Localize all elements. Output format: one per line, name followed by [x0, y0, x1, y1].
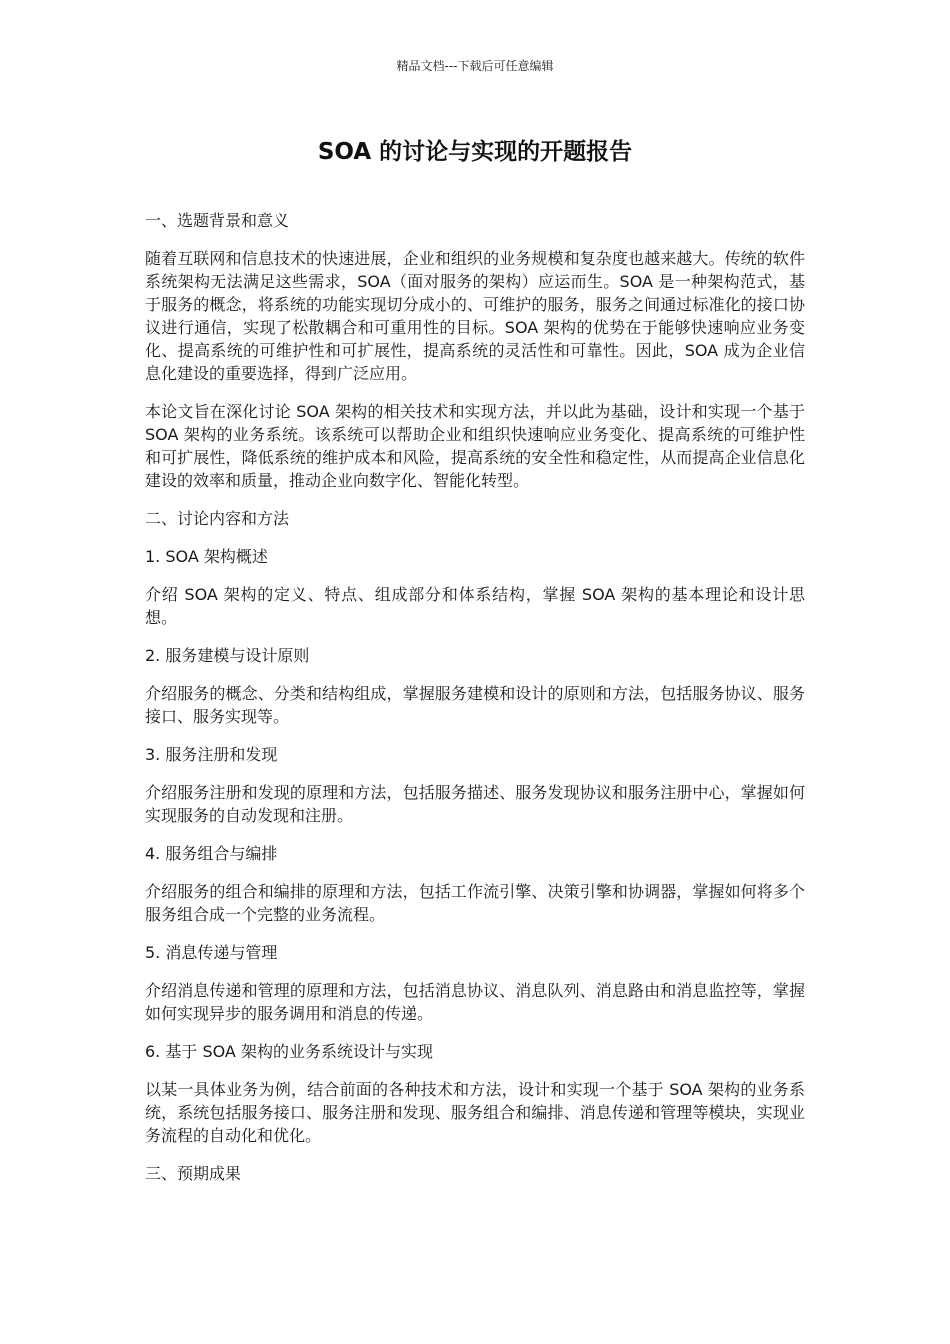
- subheading-service-modeling: 2. 服务建模与设计原则: [145, 646, 310, 665]
- paragraph-service-modeling: 介绍服务的概念、分类和结构组成，掌握服务建模和设计的原则和方法，包括服务协议、服务接口、服务实现等。: [145, 684, 805, 726]
- paragraph-background: 随着互联网和信息技术的快速进展，企业和组织的业务规模和复杂度也越来越大。传统的软件系统架构无法满足这些需求，SOA（面对服务的架构）应运而生。SOA 是一种架构范式，基于服务的概念，将系统的功能实现切分成小的、可维护的服务，服务之间通过标准化的接口协议进行通信，实现了松散耦合和可重用性的目标。SOA 架构的优势在于能够快速响应业务变化、提高系统的可维护性和可扩展性，提高系统的灵活性和可靠性。因此，SOA 成为企业信息化建设的重要选择，得到广泛应用。: [145, 249, 805, 383]
- subheading-soa-overview: 1. SOA 架构概述: [145, 547, 268, 566]
- paragraph-soa-overview: 介绍 SOA 架构的定义、特点、组成部分和体系结构，掌握 SOA 架构的基本理论和设计思想。: [145, 585, 805, 627]
- section-heading-content-methods: 二、讨论内容和方法: [145, 509, 290, 528]
- document-body: [145, 209, 805, 1200]
- subheading-messaging: 5. 消息传递与管理: [145, 943, 278, 962]
- paragraph-messaging: 介绍消息传递和管理的原理和方法，包括消息协议、消息队列、消息路由和消息监控等，掌握如何实现异步的服务调用和消息的传递。: [145, 981, 805, 1023]
- section-heading-expected-results: 三、预期成果: [145, 1164, 242, 1183]
- paragraph-service-registry: 介绍服务注册和发现的原理和方法，包括服务描述、服务发现协议和服务注册中心，掌握如何实现服务的自动发现和注册。: [145, 783, 805, 825]
- section-heading-background: 一、选题背景和意义: [145, 211, 290, 230]
- paragraph-system-design: 以某一具体业务为例，结合前面的各种技术和方法，设计和实现一个基于 SOA 架构的业务系统，系统包括服务接口、服务注册和发现、服务组合和编排、消息传递和管理等模块，实现业务流程的自动化和优化。: [145, 1080, 805, 1145]
- subheading-service-registry: 3. 服务注册和发现: [145, 745, 278, 764]
- document-title: SOA 的讨论与实现的开题报告: [317, 139, 633, 165]
- paragraph-purpose: 本论文旨在深化讨论 SOA 架构的相关技术和实现方法，并以此为基础，设计和实现一个基于 SOA 架构的业务系统。该系统可以帮助企业和组织快速响应业务变化、提高系统的可维护性和可扩展性，降低系统的维护成本和风险，提高系统的安全性和稳定性，从而提高企业信息化建设的效率和质量，推动企业向数字化、智能化转型。: [145, 402, 805, 490]
- subheading-service-composition: 4. 服务组合与编排: [145, 844, 278, 863]
- page-header-watermark: 精品文档---下载后可任意编辑: [396, 59, 554, 73]
- paragraph-service-composition: 介绍服务的组合和编排的原理和方法，包括工作流引擎、决策引擎和协调器，掌握如何将多个服务组合成一个完整的业务流程。: [145, 882, 805, 924]
- subheading-system-design: 6. 基于 SOA 架构的业务系统设计与实现: [145, 1042, 433, 1061]
